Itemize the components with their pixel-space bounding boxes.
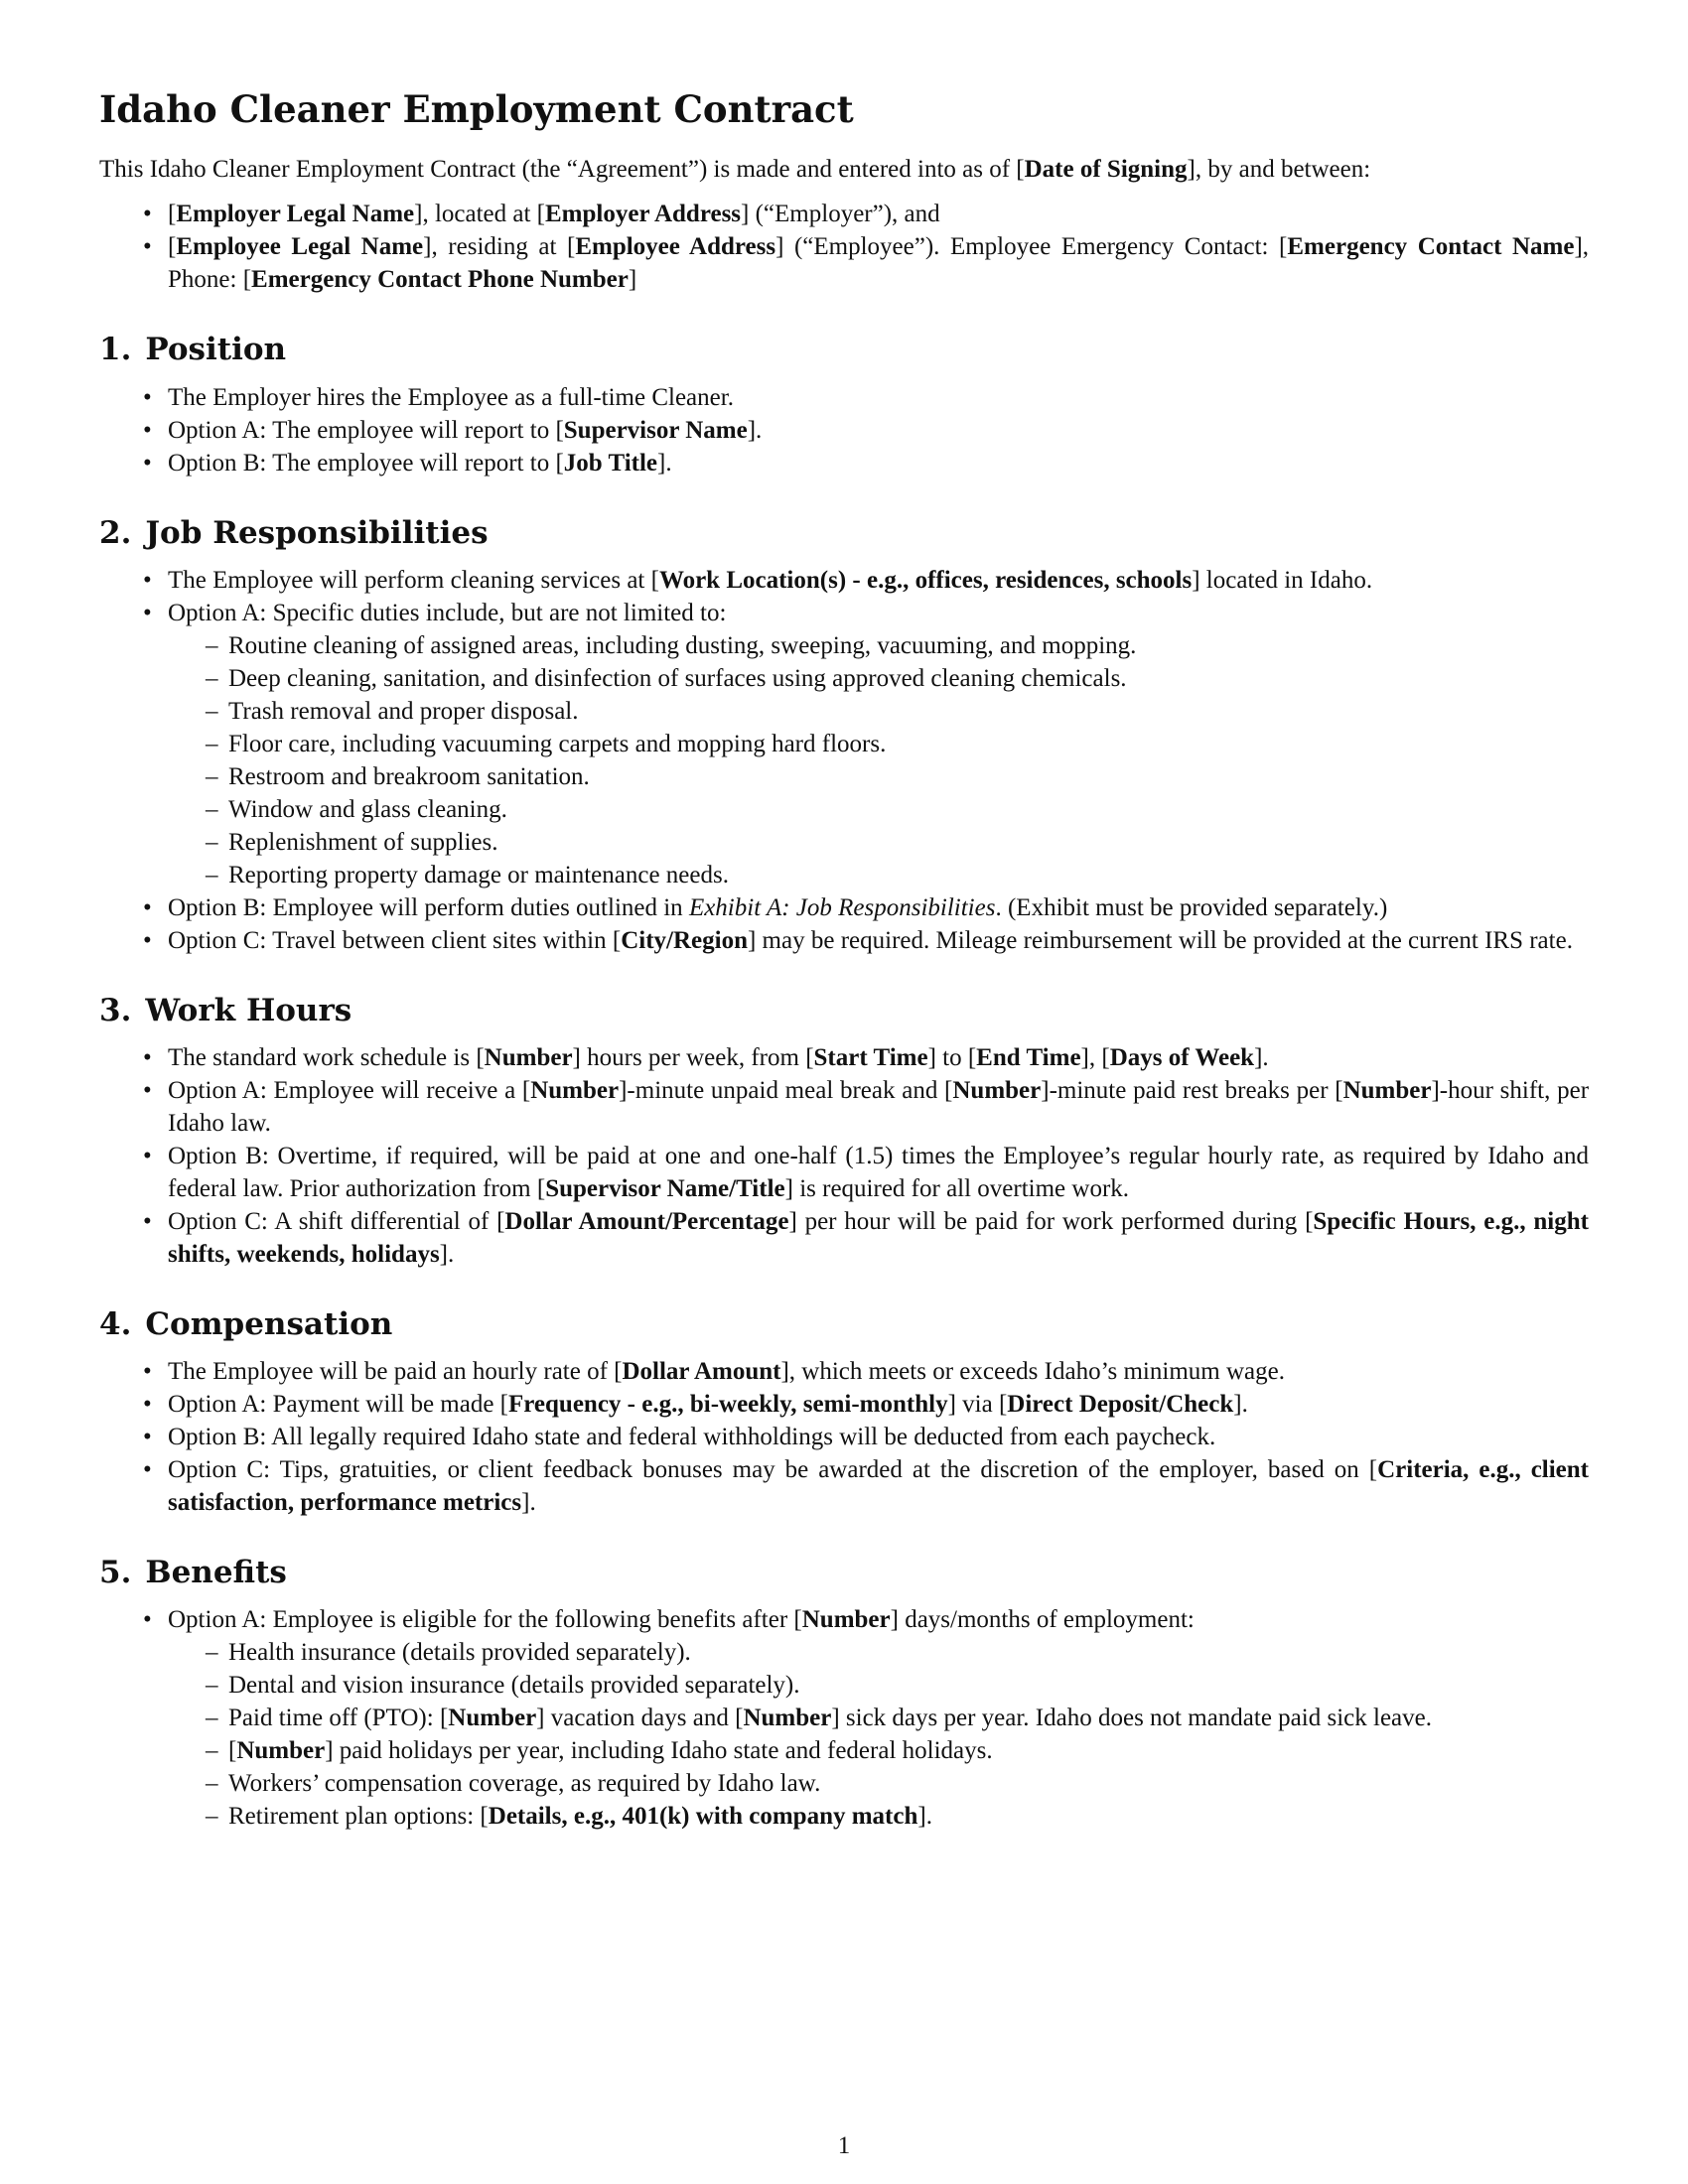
list-item: • Option A: Employee is eligible for the following benefits after [Number] days/months of employment: – Health insurance (details provided separately). – Dental and vision insurance (details provided separately). – Paid time off (PTO): [Number] vacation days and [Number] sick days per year. Idaho does not mandate paid sick leave. – [Number] paid holidays per year, including Idaho state and federal holidays. – Workers’ compensation coverage, as required by Idaho law. – Retirement plan options: [Details, e.g., 401(k) with company match].: [99, 1603, 1589, 1833]
compensation-list: [99, 1355, 1589, 1519]
section-heading-work-hours: 3. Work Hours: [99, 992, 352, 1028]
sublist-item: – Health insurance (details provided separately).: [168, 1636, 1589, 1669]
sublist-item: – Window and glass cleaning.: [168, 793, 1589, 826]
list-item: • Option A: Payment will be made [Frequency - e.g., bi-weekly, semi-monthly] via [Direct Deposit/Check].: [99, 1388, 1589, 1421]
list-item: • The Employee will be paid an hourly rate of [Dollar Amount], which meets or exceeds Idaho’s minimum wage.: [99, 1355, 1589, 1388]
position-list: [99, 381, 1589, 479]
sublist-item: – Floor care, including vacuuming carpets and mopping hard floors.: [168, 728, 1589, 760]
sublist-item: – Deep cleaning, sanitation, and disinfection of surfaces using approved cleaning chemicals.: [168, 662, 1589, 695]
field-emergency-phone: Emergency Contact Phone Number: [251, 266, 629, 294]
sublist-item: – Workers’ compensation coverage, as required by Idaho law.: [168, 1767, 1589, 1800]
list-item: • Option C: Travel between client sites within [City/Region] may be required. Mileage reimbursement will be provided at the current IRS rate.: [99, 924, 1589, 957]
list-item: • Option A: Employee will receive a [Number]-minute unpaid meal break and [Number]-minute paid rest breaks per [Number]-hour shift, per Idaho law.: [99, 1074, 1589, 1140]
sublist-item: – Reporting property damage or maintenance needs.: [168, 859, 1589, 891]
section-heading-job-responsibilities: 2. Job Responsibilities: [99, 514, 489, 551]
field-employee-name: Employee Legal Name: [176, 233, 424, 261]
field-employee-address: Employee Address: [575, 233, 776, 261]
page-number: 1: [837, 2132, 851, 2159]
document-title: Idaho Cleaner Employment Contract: [99, 87, 854, 131]
section-heading-benefits: 5. Benefits: [99, 1555, 287, 1591]
sublist-item: – Routine cleaning of assigned areas, including dusting, sweeping, vacuuming, and mopping.: [168, 629, 1589, 662]
intro-paragraph: This Idaho Cleaner Employment Contract (the “Agreement”) is made and entered into as of [Date of Signing], by and between:: [99, 156, 1371, 184]
duties-sublist: [168, 629, 1589, 891]
field-date-of-signing: Date of Signing: [1024, 156, 1188, 184]
field-employer-address: Employer Address: [545, 201, 742, 228]
list-item: • Option B: Overtime, if required, will be paid at one and one-half (1.5) times the Employee’s regular hourly rate, as required by Idaho and federal law. Prior authorization from [Supervisor Name/Title] is required for all overtime work.: [99, 1140, 1589, 1205]
list-item: • Option B: The employee will report to [Job Title].: [99, 447, 1589, 479]
sublist-item: – Replenishment of supplies.: [168, 826, 1589, 859]
benefits-list: [99, 1603, 1589, 1833]
party-employer: • [Employer Legal Name], located at [Employer Address] (“Employer”), and: [99, 198, 1589, 230]
sublist-item: – Trash removal and proper disposal.: [168, 695, 1589, 728]
sublist-item: – Dental and vision insurance (details provided separately).: [168, 1669, 1589, 1702]
sublist-item: – Restroom and breakroom sanitation.: [168, 760, 1589, 793]
list-item: • Option B: Employee will perform duties outlined in Exhibit A: Job Responsibilities. (Exhibit must be provided separately.): [99, 891, 1589, 924]
field-employer-name: Employer Legal Name: [176, 201, 415, 228]
section-heading-compensation: 4. Compensation: [99, 1305, 393, 1342]
list-item: • Option A: The employee will report to [Supervisor Name].: [99, 414, 1589, 447]
exhibit-reference: Exhibit A: Job Responsibilities: [688, 893, 996, 921]
list-item: • The standard work schedule is [Number] hours per week, from [Start Time] to [End Time], [Days of Week].: [99, 1041, 1589, 1074]
party-employee: • [Employee Legal Name], residing at [Employee Address] (“Employee”). Employee Emergency Contact: [Emergency Contact Name], Phone: [Emergency Contact Phone Number]: [99, 230, 1589, 296]
benefits-sublist: [168, 1636, 1589, 1833]
list-item: • The Employee will perform cleaning services at [Work Location(s) - e.g., offices, residences, schools] located in Idaho.: [99, 564, 1589, 597]
parties-list: [99, 198, 1589, 296]
list-item: • The Employer hires the Employee as a full-time Cleaner.: [99, 381, 1589, 414]
work-hours-list: [99, 1041, 1589, 1271]
responsibilities-list: [99, 564, 1589, 957]
list-item: • Option C: A shift differential of [Dollar Amount/Percentage] per hour will be paid for work performed during [Specific Hours, e.g., night shifts, weekends, holidays].: [99, 1205, 1589, 1271]
field-emergency-contact: Emergency Contact Name: [1287, 233, 1575, 261]
list-item: • Option A: Specific duties include, but are not limited to: – Routine cleaning of assigned areas, including dusting, sweeping, vacuuming, and mopping. – Deep cleaning, sanitation, and disinfection of surfaces using approved cleaning chemicals. – Trash removal and proper disposal. – Floor care, including vacuuming carpets and mopping hard floors. – Restroom and breakroom sanitation. – Window and glass cleaning. – Replenishment of supplies. – Reporting property damage or maintenance needs.: [99, 597, 1589, 891]
sublist-item: – Paid time off (PTO): [Number] vacation days and [Number] sick days per year. Idaho does not mandate paid sick leave.: [168, 1702, 1589, 1734]
document-page: [99, 87, 1589, 1833]
list-item: • Option C: Tips, gratuities, or client feedback bonuses may be awarded at the discretion of the employer, based on [Criteria, e.g., client satisfaction, performance metrics].: [99, 1453, 1589, 1519]
list-item: • Option B: All legally required Idaho state and federal withholdings will be deducted from each paycheck.: [99, 1421, 1589, 1453]
sublist-item: – [Number] paid holidays per year, including Idaho state and federal holidays.: [168, 1734, 1589, 1767]
section-heading-position: 1. Position: [99, 332, 287, 368]
sublist-item: – Retirement plan options: [Details, e.g., 401(k) with company match].: [168, 1800, 1589, 1833]
